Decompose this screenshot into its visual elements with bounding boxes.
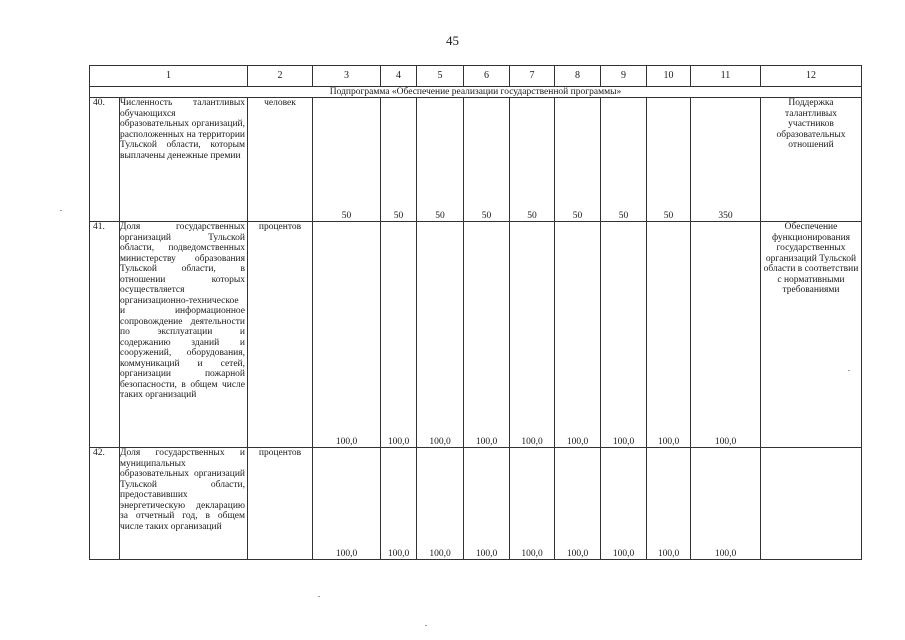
- table-row: [90, 98, 862, 222]
- row-number: 41.: [90, 222, 120, 448]
- value-cell: 100,0: [647, 448, 691, 560]
- value-cell: 50: [647, 98, 691, 222]
- value-cell: 100,0: [313, 222, 381, 448]
- value-cell: 100,0: [464, 222, 510, 448]
- unit-cell: процентов: [248, 448, 313, 560]
- header-cell: 7: [510, 66, 555, 87]
- value-cell: 100,0: [601, 222, 647, 448]
- header-cell: 2: [248, 66, 313, 87]
- header-cell: 4: [381, 66, 417, 87]
- value-cell: 100,0: [510, 222, 555, 448]
- value-cell: 50: [601, 98, 647, 222]
- value-cell: 50: [417, 98, 464, 222]
- header-cell: 11: [691, 66, 761, 87]
- scan-speck: [848, 370, 850, 371]
- row-number: 42.: [90, 448, 120, 560]
- unit-cell: процентов: [248, 222, 313, 448]
- scan-speck: [60, 210, 62, 211]
- header-cell: 3: [313, 66, 381, 87]
- header-cell: 1: [90, 66, 248, 87]
- header-cell: 10: [647, 66, 691, 87]
- header-cell: 12: [761, 66, 862, 87]
- indicators-table: [89, 65, 862, 560]
- value-cell: 50: [555, 98, 601, 222]
- subprogram-title: Подпрограмма «Обеспечение реализации государственной программы»: [90, 87, 862, 98]
- value-cell: 100,0: [691, 222, 761, 448]
- value-cell: 50: [381, 98, 417, 222]
- header-cell: 8: [555, 66, 601, 87]
- indicator-name: Доля государственных организаций Тульской области, подведомственных министерству образования Тульской области, в отношении которых осуществляется организационно-техническое и информационное сопровождение деятельности по эксплуатации и содержанию зданий и сооружений, оборудования, коммуникаций и сетей, организации пожарной безопасности, в общем числе таких организаций: [120, 222, 248, 448]
- header-row: [90, 66, 862, 87]
- indicator-name: Численность талантливых обучающихся образовательных организаций, расположенных на территории Тульской области, которым выплачены денежные премии: [120, 98, 248, 222]
- scan-speck: [318, 596, 320, 597]
- note-cell: Поддержка талантливых участников образовательных отношений: [761, 98, 862, 222]
- subprogram-row: [90, 87, 862, 98]
- value-cell: 100,0: [381, 222, 417, 448]
- value-cell: 100,0: [555, 448, 601, 560]
- unit-cell: человек: [248, 98, 313, 222]
- row-number: 40.: [90, 98, 120, 222]
- value-cell: 100,0: [417, 222, 464, 448]
- note-cell: Обеспечение функционирования государственных организаций Тульской области в соответствии с нормативными требованиями: [761, 222, 862, 448]
- table-row: [90, 448, 862, 560]
- value-cell: 100,0: [555, 222, 601, 448]
- indicator-name: Доля государственных и муниципальных образовательных организаций Тульской области, предоставивших энергетическую декларацию за отчетный год, в общем числе таких организаций: [120, 448, 248, 560]
- header-cell: 9: [601, 66, 647, 87]
- value-cell: 50: [464, 98, 510, 222]
- value-cell: 100,0: [510, 448, 555, 560]
- value-cell: 350: [691, 98, 761, 222]
- value-cell: 100,0: [313, 448, 381, 560]
- value-cell: 100,0: [601, 448, 647, 560]
- header-cell: 5: [417, 66, 464, 87]
- value-cell: 100,0: [381, 448, 417, 560]
- value-cell: 100,0: [464, 448, 510, 560]
- page-number: 45: [446, 33, 459, 48]
- value-cell: 100,0: [691, 448, 761, 560]
- note-cell: [761, 448, 862, 560]
- header-cell: 6: [464, 66, 510, 87]
- table-row: [90, 222, 862, 448]
- value-cell: 100,0: [647, 222, 691, 448]
- value-cell: 50: [510, 98, 555, 222]
- scan-speck: [425, 625, 427, 626]
- value-cell: 50: [313, 98, 381, 222]
- value-cell: 100,0: [417, 448, 464, 560]
